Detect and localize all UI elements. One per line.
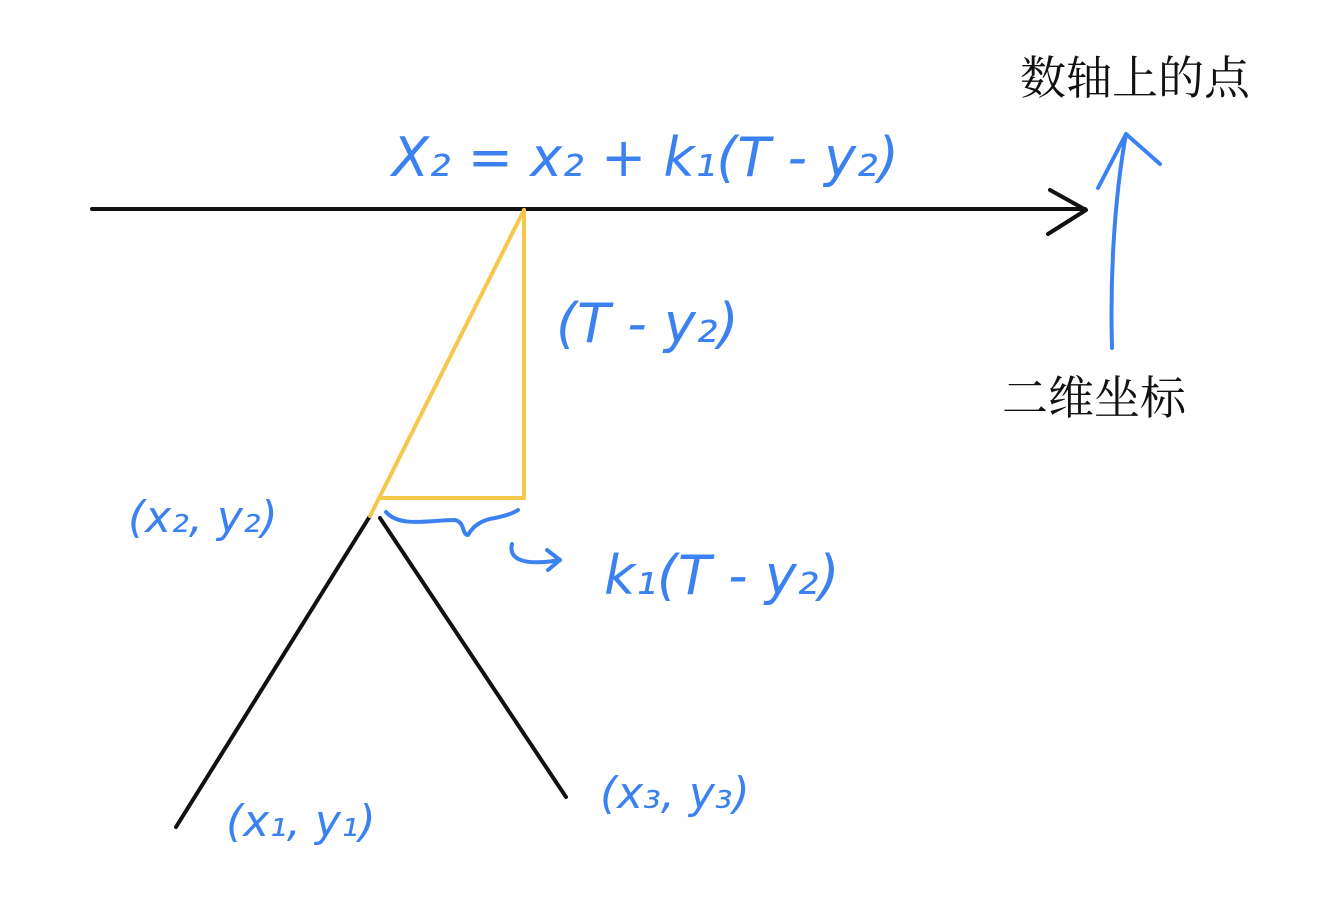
projection-hypotenuse [370,210,524,516]
mapping-up-arrowhead [1098,134,1160,188]
horizontal-brace [386,510,518,535]
number-axis-arrowhead [1048,190,1086,234]
mapping-up-arrow [1112,134,1126,348]
point-right-label: (x₃, y₃) [600,768,750,819]
point-left-label: (x₁, y₁) [226,796,376,847]
edge-top-to-right [380,518,566,797]
axis-point-title: 数轴上的点 [1020,51,1250,105]
horizontal-length-label: k₁(T - y₂) [604,544,840,607]
edge-top-to-left [176,516,370,827]
point-top-label: (x₂, y₂) [128,492,278,543]
projected-x-formula: X₂ = x₂ + k₁(T - y₂) [392,126,899,189]
coordinate-title: 二维坐标 [1002,371,1186,425]
vertical-length-label: (T - y₂) [556,292,739,355]
